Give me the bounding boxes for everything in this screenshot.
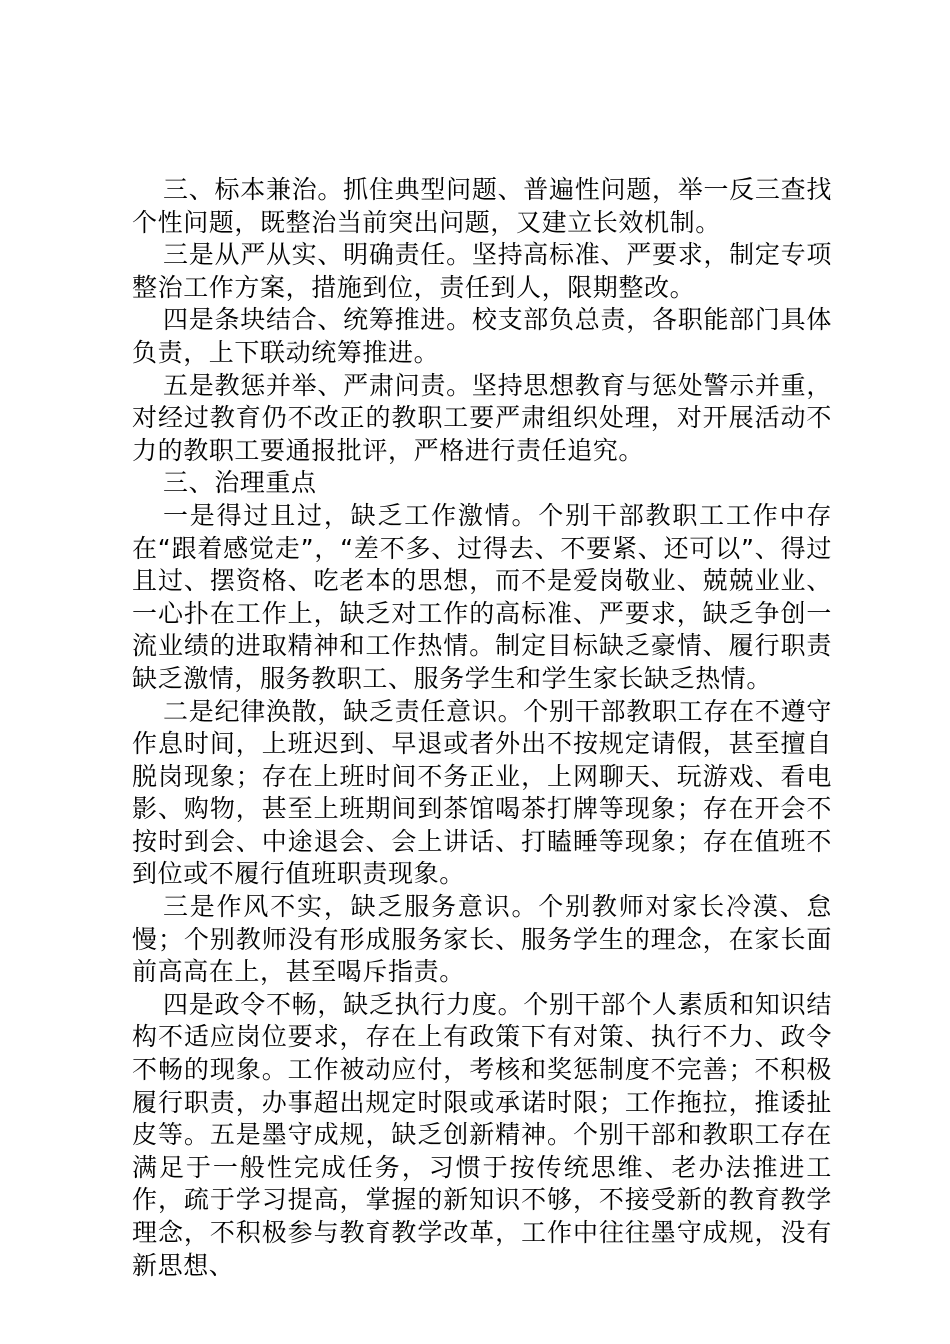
document-body [132,174,832,1282]
paragraph-focus-lack-of-passion: 一是得过且过，缺乏工作激情。个别干部教职工工作中存在“跟着感觉走”，“差不多、过得去、不要紧、还可以”、得过且过、摆资格、吃老本的思想，而不是爱岗敬业、兢兢业业、一心扑在工作上，缺乏对工作的高标准、严要求，缺乏争创一流业绩的进取精神和工作热情。制定目标缺乏豪情、履行职责缺乏激情，服务教职工、服务学生和学生家长缺乏热情。 [132,500,832,693]
paragraph-focus-poor-execution: 四是政令不畅，缺乏执行力度。个别干部个人素质和知识结构不适应岗位要求，存在上有政策下有对策、执行不力、政令不畅的现象。工作被动应付，考核和奖惩制度不完善；不积极履行职责，办事超出规定时限或承诺时限；工作拖拉，推诿扯皮等。五是墨守成规，缺乏创新精神。个别干部和教职工存在满足于一般性完成任务，习惯于按传统思维、老办法推进工作，疏于学习提高，掌握的新知识不够，不接受新的教育教学理念，不积极参与教育教学改革，工作中往往墨守成规，没有新思想、 [132,989,832,1280]
paragraph-focus-poor-service: 三是作风不实，缺乏服务意识。个别教师对家长冷漠、怠慢；个别教师没有形成服务家长、服务学生的理念，在家长面前高高在上，甚至喝斥指责。 [132,892,832,987]
paragraph-focus-lax-discipline: 二是纪律涣散，缺乏责任意识。个别干部教职工存在不遵守作息时间，上班迟到、早退或者外出不按规定请假，甚至擅自脱岗现象；存在上班时间不务正业，上网聊天、玩游戏、看电影、购物，甚至上班期间到茶馆喝茶打牌等现象；存在开会不按时到会、中途退会、会上讲话、打瞌睡等现象；存在值班不到位或不履行值班职责现象。 [132,696,832,889]
paragraph-measures-accountability: 五是教惩并举、严肃问责。坚持思想教育与惩处警示并重，对经过教育仍不改正的教职工要严肃组织处理，对开展活动不力的教职工要通报批评，严格进行责任追究。 [132,370,832,465]
paragraph-measures-3-standard-and-root: 三、标本兼治。抓住典型问题、普遍性问题，举一反三查找个性问题，既整治当前突出问题，又建立长效机制。 [132,175,832,237]
section-heading-governance-focus: 三、治理重点 [163,468,317,498]
paragraph-measures-coordination: 四是条块结合、统筹推进。校支部负总责，各职能部门具体负责，上下联动统筹推进。 [132,305,832,367]
paragraph-measures-strict-responsibility: 三是从严从实、明确责任。坚持高标准、严要求，制定专项整治工作方案，措施到位，责任到人，限期整改。 [132,240,832,302]
